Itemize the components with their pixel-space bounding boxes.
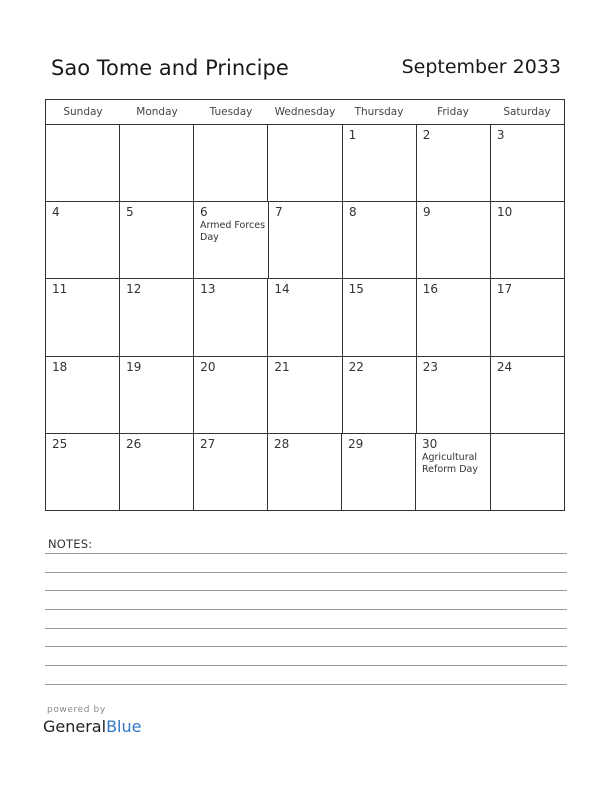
- week-row: [46, 434, 564, 510]
- day-cell[interactable]: [342, 434, 416, 510]
- day-number: 26: [126, 436, 142, 451]
- day-number: 3: [496, 128, 505, 142]
- day-number: 12: [126, 282, 142, 297]
- day-number: 10: [497, 205, 513, 220]
- day-cell[interactable]: [268, 125, 342, 201]
- weekday-header-row: [46, 100, 564, 125]
- day-number: 17: [496, 282, 513, 297]
- day-cell[interactable]: [120, 279, 194, 355]
- day-cell[interactable]: [46, 434, 120, 510]
- note-line[interactable]: [45, 609, 567, 610]
- note-line[interactable]: [45, 590, 567, 591]
- day-cell[interactable]: [343, 279, 417, 355]
- week-row: [46, 202, 564, 279]
- generalblue-logo[interactable]: [43, 717, 141, 736]
- day-number: 14: [274, 282, 290, 297]
- day-cell[interactable]: [269, 202, 343, 278]
- weekday-wednesday: Wednesday: [274, 106, 336, 118]
- month-year-title: September 2033: [401, 56, 561, 78]
- day-cell[interactable]: [268, 279, 342, 355]
- day-number: 28: [274, 436, 290, 451]
- day-number: 13: [200, 282, 216, 297]
- note-line[interactable]: [45, 665, 567, 666]
- day-cell[interactable]: [120, 202, 194, 278]
- day-cell[interactable]: [268, 357, 342, 433]
- day-cell[interactable]: [491, 434, 564, 510]
- day-cell[interactable]: [46, 357, 120, 433]
- day-cell[interactable]: [120, 357, 194, 433]
- day-number: 19: [126, 359, 142, 374]
- day-number: 30: [422, 436, 438, 451]
- day-number: 4: [52, 205, 60, 220]
- day-number: 16: [422, 282, 438, 297]
- holiday-label: Agricultural Reform Day: [422, 451, 478, 475]
- day-cell[interactable]: [491, 125, 564, 201]
- day-cell[interactable]: [194, 202, 269, 278]
- day-number: 21: [274, 359, 290, 374]
- day-cell[interactable]: [343, 125, 417, 201]
- day-cell[interactable]: [491, 279, 564, 355]
- day-number: 20: [200, 359, 216, 374]
- note-line[interactable]: [45, 628, 567, 629]
- note-line[interactable]: [45, 684, 567, 685]
- week-row: [46, 357, 564, 434]
- day-cell[interactable]: [120, 434, 194, 510]
- day-cell[interactable]: [343, 202, 417, 278]
- week-row: [46, 279, 564, 356]
- day-cell[interactable]: [491, 357, 564, 433]
- day-number: 8: [349, 205, 357, 220]
- day-cell[interactable]: [120, 125, 194, 201]
- day-number: 11: [52, 282, 68, 297]
- country-title: Sao Tome and Principe: [51, 56, 289, 80]
- weekday-thursday: Thursday: [354, 106, 404, 118]
- day-cell[interactable]: [343, 357, 417, 433]
- weekday-tuesday: Tuesday: [209, 106, 253, 118]
- day-cell[interactable]: [417, 279, 491, 355]
- day-number: 24: [496, 359, 513, 374]
- day-number: 1: [348, 128, 357, 142]
- day-cell[interactable]: [194, 434, 268, 510]
- day-cell[interactable]: [194, 357, 268, 433]
- day-cell[interactable]: [416, 434, 491, 510]
- weekday-friday: Friday: [437, 106, 469, 118]
- weeks-container: [46, 125, 564, 510]
- day-cell[interactable]: [491, 202, 564, 278]
- day-number: 18: [52, 359, 68, 374]
- weekday-monday: Monday: [136, 106, 178, 118]
- calendar-grid: [45, 99, 565, 511]
- powered-by-text: powered by: [47, 705, 106, 715]
- day-number: 27: [200, 436, 216, 451]
- day-cell[interactable]: [417, 357, 491, 433]
- day-number: 9: [423, 205, 431, 220]
- weekday-saturday: Saturday: [503, 106, 551, 118]
- day-number: 23: [422, 359, 438, 374]
- day-number: 25: [52, 436, 68, 451]
- day-number: 5: [126, 205, 134, 220]
- day-number: 6: [200, 205, 208, 220]
- day-number: 7: [275, 205, 283, 220]
- day-number: 29: [348, 436, 364, 451]
- week-row: [46, 125, 564, 202]
- brand-general-text: General: [43, 717, 107, 736]
- day-cell[interactable]: [194, 279, 268, 355]
- notes-label: NOTES:: [48, 537, 93, 551]
- day-number: 2: [422, 128, 431, 142]
- weekday-sunday: Sunday: [63, 106, 103, 118]
- day-cell[interactable]: [194, 125, 268, 201]
- brand-blue-text: Blue: [106, 717, 142, 736]
- day-cell[interactable]: [417, 125, 491, 201]
- day-cell[interactable]: [46, 125, 120, 201]
- day-cell[interactable]: [46, 202, 120, 278]
- note-line[interactable]: [45, 553, 567, 554]
- day-cell[interactable]: [268, 434, 342, 510]
- note-line[interactable]: [45, 572, 567, 573]
- day-number: 22: [348, 359, 364, 374]
- note-line[interactable]: [45, 646, 567, 647]
- holiday-label: Armed Forces Day: [200, 220, 266, 244]
- day-cell[interactable]: [417, 202, 491, 278]
- day-cell[interactable]: [46, 279, 120, 355]
- day-number: 15: [348, 282, 364, 297]
